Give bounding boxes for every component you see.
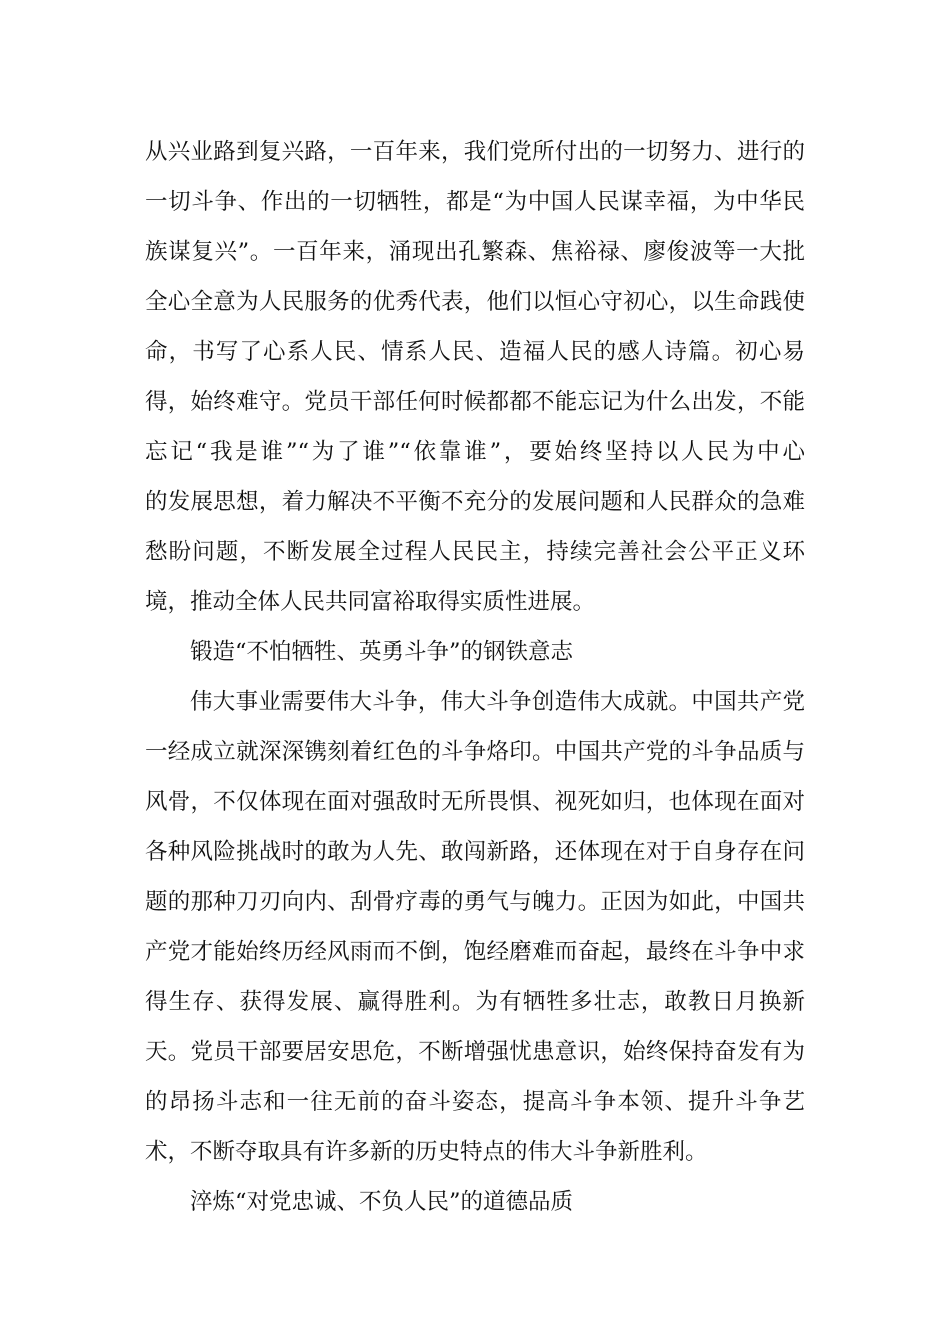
paragraph-2-line-2: 一经成立就深深镌刻着红色的斗争烙印。中国共产党的斗争品质与 bbox=[145, 739, 805, 765]
paragraph-1-line-3: 族谋复兴”。一百年来，涌现出孔繁森、焦裕禄、廖俊波等一大批 bbox=[145, 239, 805, 265]
paragraph-2-line-5: 题的那种刀刃向内、刮骨疗毒的勇气与魄力。正因为如此，中国共 bbox=[145, 889, 805, 915]
paragraph-1-line-5: 命，书写了心系人民、情系人民、造福人民的感人诗篇。初心易 bbox=[145, 339, 805, 365]
paragraph-1-line-1: 从兴业路到复兴路，一百年来，我们党所付出的一切努力、进行的 bbox=[145, 139, 805, 165]
paragraph-2-line-10: 术，不断夺取具有许多新的历史特点的伟大斗争新胜利。 bbox=[145, 1139, 708, 1165]
paragraph-2-line-1: 伟大事业需要伟大斗争，伟大斗争创造伟大成就。中国共产党 bbox=[190, 689, 805, 715]
paragraph-1-line-10: 境，推动全体人民共同富裕取得实质性进展。 bbox=[145, 589, 596, 615]
paragraph-1-line-4: 全心全意为人民服务的优秀代表，他们以恒心守初心，以生命践使 bbox=[145, 289, 805, 315]
paragraph-2-line-4: 各种风险挑战时的敢为人先、敢闯新路，还体现在对于自身存在问 bbox=[145, 839, 805, 865]
paragraph-1-line-8: 的发展思想，着力解决不平衡不充分的发展问题和人民群众的急难 bbox=[145, 489, 805, 515]
paragraph-1-line-9: 愁盼问题，不断发展全过程人民民主，持续完善社会公平正义环 bbox=[145, 539, 805, 565]
section-heading-2: 淬炼“对党忠诚、不负人民”的道德品质 bbox=[190, 1189, 574, 1215]
paragraph-2-line-9: 的昂扬斗志和一往无前的奋斗姿态，提高斗争本领、提升斗争艺 bbox=[145, 1089, 805, 1115]
paragraph-2-line-3: 风骨，不仅体现在面对强敌时无所畏惧、视死如归，也体现在面对 bbox=[145, 789, 805, 815]
paragraph-1-line-7: 忘记“我是谁”“为了谁”“依靠谁”，要始终坚持以人民为中心 bbox=[145, 439, 805, 465]
section-heading-1: 锻造“不怕牺牲、英勇斗争”的钢铁意志 bbox=[190, 639, 574, 665]
paragraph-2-line-7: 得生存、获得发展、赢得胜利。为有牺牲多壮志，敢教日月换新 bbox=[145, 989, 805, 1015]
paragraph-2-line-6: 产党才能始终历经风雨而不倒，饱经磨难而奋起，最终在斗争中求 bbox=[145, 939, 805, 965]
paragraph-1-line-2: 一切斗争、作出的一切牺牲，都是“为中国人民谋幸福，为中华民 bbox=[145, 189, 805, 215]
paragraph-2-line-8: 天。党员干部要居安思危，不断增强忧患意识，始终保持奋发有为 bbox=[145, 1039, 805, 1065]
paragraph-1-line-6: 得，始终难守。党员干部任何时候都都不能忘记为什么出发，不能 bbox=[145, 389, 805, 415]
